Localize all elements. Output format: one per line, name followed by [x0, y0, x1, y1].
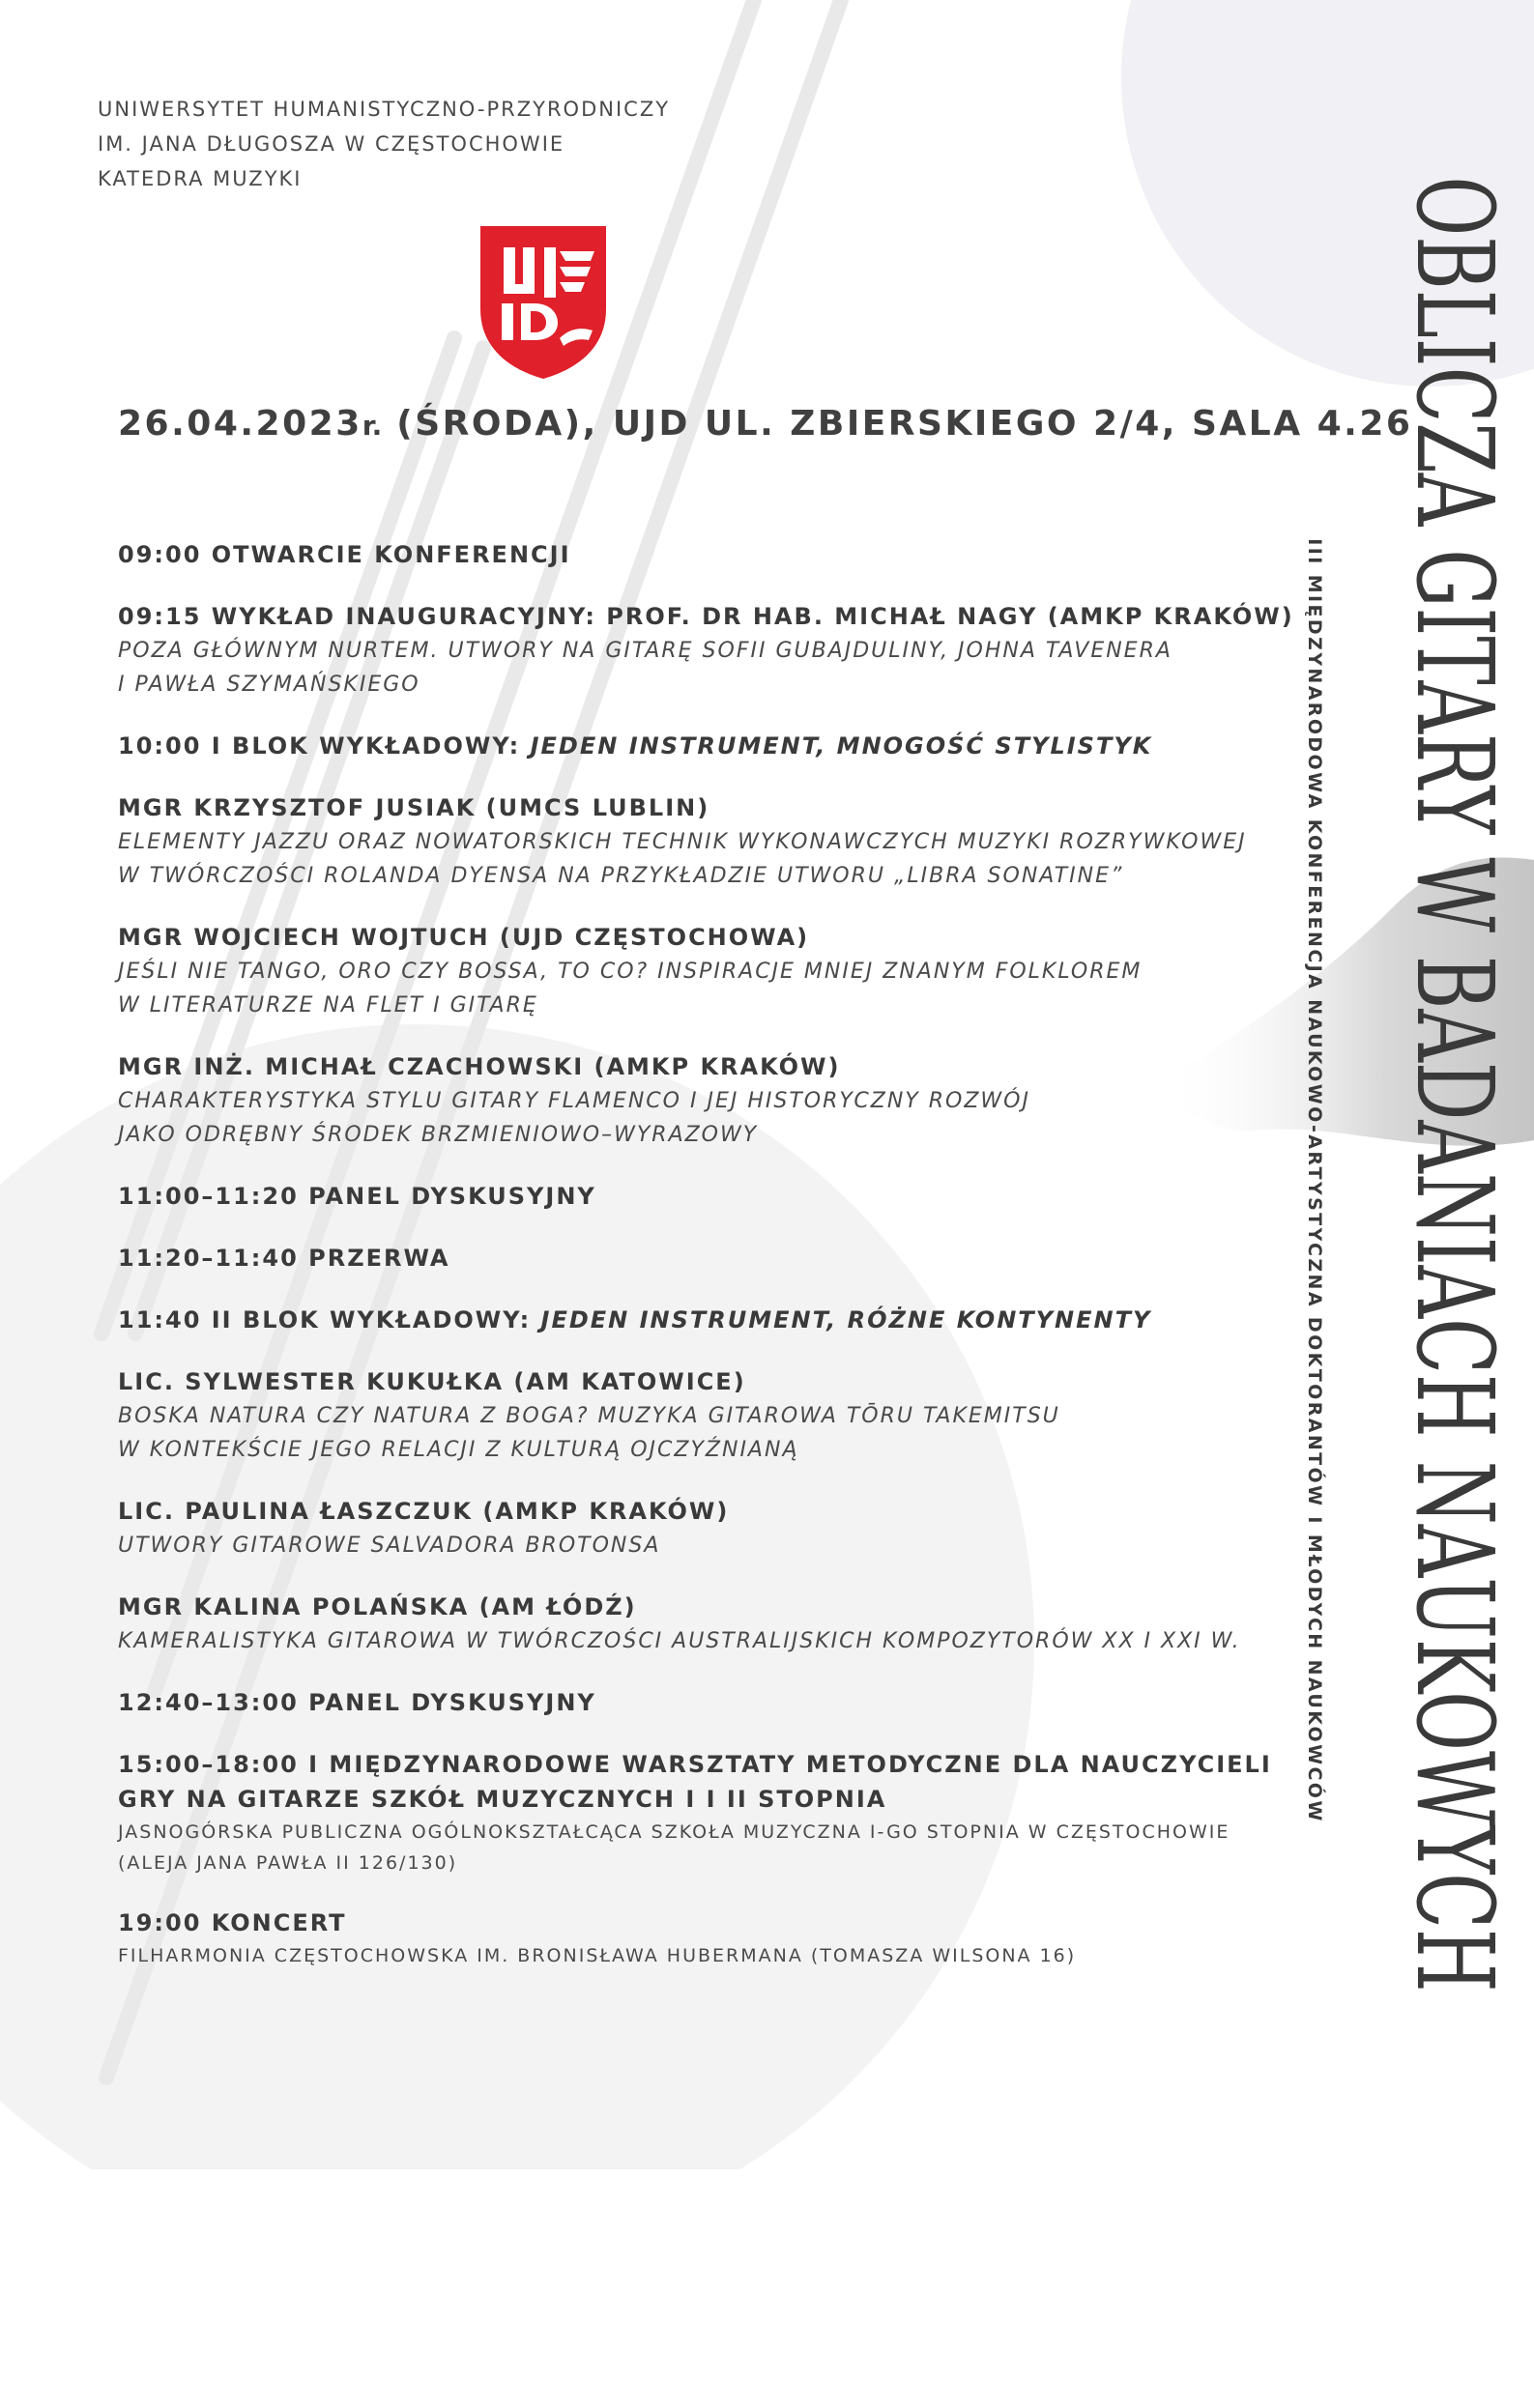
program-heading: GRY NA GITARZE SZKÓŁ MUZYCZNYCH I I II STOPNIA — [118, 1786, 887, 1813]
speaker-name: MGR KALINA POLAŃSKA (AM ŁÓDŹ) — [118, 1593, 637, 1620]
program-item — [118, 790, 1268, 893]
program-heading: 11:20–11:40 PRZERWA — [118, 1245, 450, 1272]
program-item — [118, 1906, 1268, 1971]
block-label: 10:00 I BLOK WYKŁADOWY: — [118, 732, 531, 760]
lecture-title-line: W LITERATURZE NA FLET I GITARĘ — [118, 993, 538, 1018]
lecture-title-line: POZA GŁÓWNYM NURTEM. UTWORY NA GITARĘ SOFII GUBAJDULINY, JOHNA TAVENERA — [118, 639, 1172, 663]
program-heading — [118, 1303, 1268, 1337]
university-line-2: IM. JANA DŁUGOSZA W CZĘSTOCHOWIE — [98, 132, 565, 156]
event-date: 26.04.2023 — [118, 404, 362, 444]
lecture-title-line: JEŚLI NIE TANGO, ORO CZY BOSSA, TO CO? INSPIRACJE MNIEJ ZNANYM FOLKLOREM — [118, 960, 1143, 984]
speaker-name: LIC. PAULINA ŁASZCZUK (AMKP KRAKÓW) — [118, 1498, 730, 1525]
date-suffix: r. — [362, 410, 383, 442]
program-item — [118, 729, 1268, 763]
lecture-title-line: UTWORY GITAROWE SALVADORA BROTONSA — [118, 1534, 661, 1558]
university-line-3: KATEDRA MUZYKI — [98, 167, 303, 190]
university-header — [98, 92, 670, 196]
program-heading — [118, 729, 1268, 763]
speaker-name: MGR INŻ. MICHAŁ CZACHOWSKI (AMKP KRAKÓW) — [118, 1053, 841, 1080]
event-location: (ŚRODA), UJD UL. ZBIERSKIEGO 2/4, SALA 4.26 — [382, 404, 1413, 444]
program-item — [118, 1179, 1268, 1214]
conference-program — [118, 537, 1294, 1971]
program-item — [118, 1494, 1268, 1562]
lecture-title-line: JAKO ODRĘBNY ŚRODEK BRZMIENIOWO–WYRAZOWY — [118, 1123, 759, 1147]
program-heading: 11:00–11:20 PANEL DYSKUSYJNY — [118, 1183, 596, 1210]
program-item — [118, 1049, 1268, 1152]
date-location-line — [118, 404, 1412, 444]
lecture-title-line: KAMERALISTYKA GITAROWA W TWÓRCZOŚCI AUSTRALIJSKICH KOMPOZYTORÓW XX I XXI W. — [118, 1629, 1241, 1653]
speaker-name: LIC. SYLWESTER KUKUŁKA (AM KATOWICE) — [118, 1368, 746, 1395]
program-heading: 15:00–18:00 I MIĘDZYNARODOWE WARSZTATY METODYCZNE DLA NAUCZYCIELI — [118, 1751, 1272, 1778]
block-theme: JEDEN INSTRUMENT, RÓŻNE KONTYNENTY — [540, 1306, 1152, 1333]
program-heading: 09:00 OTWARCIE KONFERENCJI — [118, 541, 571, 568]
program-item — [118, 1590, 1268, 1658]
conference-title — [1393, 0, 1517, 2408]
venue-line: FILHARMONIA CZĘSTOCHOWSKA IM. BRONISŁAWA HUBERMANA (TOMASZA WILSONA 16) — [118, 1945, 1077, 1966]
lecture-title-line: BOSKA NATURA CZY NATURA Z BOGA? MUZYKA GITAROWA TŌRU TAKEMITSU — [118, 1404, 1060, 1428]
block-theme: JEDEN INSTRUMENT, MNOGOŚĆ STYLISTYK — [530, 732, 1153, 760]
speaker-name: MGR WOJCIECH WOJTUCH (UJD CZĘSTOCHOWA) — [118, 924, 810, 951]
lecture-title-line: W KONTEKŚCIE JEGO RELACJI Z KULTURĄ OJCZYŹNIANĄ — [118, 1438, 799, 1462]
university-line-1: UNIWERSYTET HUMANISTYCZNO-PRZYRODNICZY — [98, 98, 671, 121]
conference-title-text: OBLICZA GITARY W BADANIACH NAUKOWYCH — [1393, 176, 1517, 1992]
venue-line: JASNOGÓRSKA PUBLICZNA OGÓLNOKSZTAŁCĄCA SZKOŁA MUZYCZNA I-GO STOPNIA W CZĘSTOCHOWIE — [118, 1821, 1230, 1843]
conference-subtitle: III MIĘDZYNARODOWA KONFERENCJA NAUKOWO-ARTYSTYCZNA DOKTORANTÓW I MŁODYCH NAUKOWCÓW — [1304, 538, 1325, 1823]
lecture-title-line: I PAWŁA SZYMAŃSKIEGO — [118, 673, 420, 697]
program-item — [118, 599, 1294, 702]
block-label: 11:40 II BLOK WYKŁADOWY: — [118, 1306, 541, 1333]
venue-line: (ALEJA JANA PAWŁA II 126/130) — [118, 1852, 458, 1874]
program-item — [118, 1303, 1268, 1337]
program-heading: 19:00 KONCERT — [118, 1909, 347, 1936]
program-item — [118, 537, 1268, 572]
program-item — [118, 1364, 1268, 1467]
program-item — [118, 1241, 1268, 1276]
lecture-title-line: W TWÓRCZOŚCI ROLANDA DYENSA NA PRZYKŁADZIE UTWORU „LIBRA SONATINE” — [118, 864, 1124, 888]
lecture-title-line: ELEMENTY JAZZU ORAZ NOWATORSKICH TECHNIK WYKONAWCZYCH MUZYKI ROZRYWKOWEJ — [118, 830, 1247, 854]
speaker-name: MGR KRZYSZTOF JUSIAK (UMCS LUBLIN) — [118, 794, 710, 821]
program-item — [118, 920, 1268, 1022]
ujd-logo — [477, 222, 610, 383]
program-heading: 09:15 WYKŁAD INAUGURACYJNY: PROF. DR HAB. MICHAŁ NAGY (AMKP KRAKÓW) — [118, 603, 1294, 630]
program-item — [118, 1747, 1272, 1878]
program-item — [118, 1685, 1268, 1720]
lecture-title-line: CHARAKTERYSTYKA STYLU GITARY FLAMENCO I JEJ HISTORYCZNY ROZWÓJ — [118, 1089, 1030, 1113]
program-heading: 12:40–13:00 PANEL DYSKUSYJNY — [118, 1689, 596, 1716]
